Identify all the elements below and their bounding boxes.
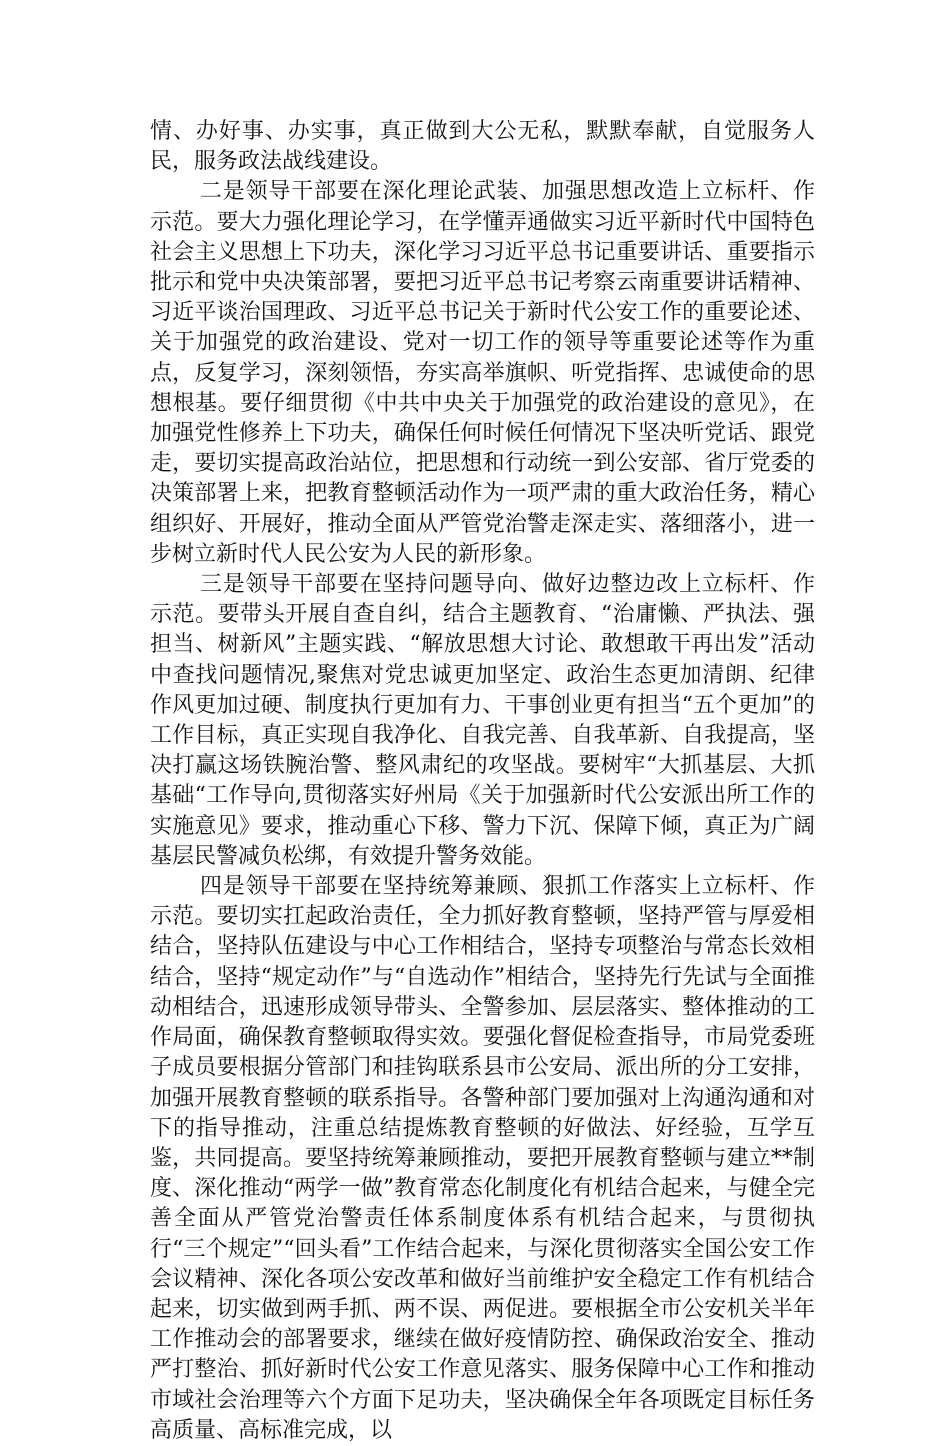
document-body — [150, 117, 815, 1446]
paragraph-point-four: 四是领导干部要在坚持统筹兼顾、狠抓工作落实上立标杆、作示范。要切实扛起政治责任，全力抓好教育整顿，坚持严管与厚爱相结合，坚持队伍建设与中心工作相结合，坚持专项整治与常态长效相结合，坚持“规定动作”与“自选动作”相结合，坚持先行先试与全面推动相结合，迅速形成领导带头、全警参加、层层落实、整体推动的工作局面，确保教育整顿取得实效。要强化督促检查指导，市局党委班子成员要根据分管部门和挂钩联系县市公安局、派出所的分工安排，加强开展教育整顿的联系指导。各警种部门要加强对上沟通沟通和对下的指导推动，注重总结提炼教育整顿的好做法、好经验，互学互鉴，共同提高。要坚持统筹兼顾推动，要把开展教育整顿与建立**制度、深化推动“两学一做”教育常态化制度化有机结合起来，与健全完善全面从严管党治警责任体系制度体系有机结合起来，与贯彻执行“三个规定”“回头看”工作结合起来，与深化贯彻落实全国公安工作会议精神、深化各项公安改革和做好当前维护安全稳定工作有机结合起来，切实做到两手抓、两不误、两促进。要根据全市公安机关半年工作推动会的部署要求，继续在做好疫情防控、确保政治安全、推动严打整治、抓好新时代公安工作意见落实、服务保障中心工作和推动市域社会治理等六个方面下足功夫，坚决确保全年各项既定目标任务高质量、高标准完成，以 — [150, 874, 815, 1443]
paragraph-continuation: 情、办好事、办实事，真正做到大公无私，默默奉献，自觉服务人民，服务政法战线建设。 — [150, 119, 815, 175]
paragraph-point-three: 三是领导干部要在坚持问题导向、做好边整边改上立标杆、作示范。要带头开展自查自纠，结合主题教育、“治庸懒、严执法、强担当、树新风”主题实践、“解放思想大讨论、敢想敢干再出发”活动中查找问题情况,聚焦对党忠诚更加坚定、政治生态更加清朗、纪律作风更加过硬、制度执行更加有力、干事创业更有担当“五个更加”的工作目标，真正实现自我净化、自我完善、自我革新、自我提高，坚决打赢这场铁腕治警、整风肃纪的攻坚战。要树牢“大抓基层、大抓基础“工作导向,贯彻落实好州局《关于加强新时代公安派出所工作的实施意见》要求，推动重心下移、警力下沉、保障下倾，真正为广阔基层民警减负松绑，有效提升警务效能。 — [150, 572, 815, 869]
paragraph-point-two: 二是领导干部要在深化理论武装、加强思想改造上立标杆、作示范。要大力强化理论学习，在学懂弄通做实习近平新时代中国特色社会主义思想上下功夫，深化学习习近平总书记重要讲话、重要指示批示和党中央决策部署，要把习近平总书记考察云南重要讲话精神、习近平谈治国理政、习近平总书记关于新时代公安工作的重要论述、关于加强党的政治建设、党对一切工作的领导等重要论述等作为重点，反复学习，深刻领悟，夯实高举旗帜、听党指挥、忠诚使命的思想根基。要仔细贯彻《中共中央关于加强党的政治建设的意见》，在加强党性修养上下功夫，确保任何时候任何情况下坚决听党话、跟党走，要切实提高政治站位，把思想和行动统一到公安部、省厅党委的决策部署上来，把教育整顿活动作为一项严肃的重大政治任务，精心组织好、开展好，推动全面从严管党治警走深走实、落细落小，进一步树立新时代人民公安为人民的新形象。 — [150, 179, 815, 567]
